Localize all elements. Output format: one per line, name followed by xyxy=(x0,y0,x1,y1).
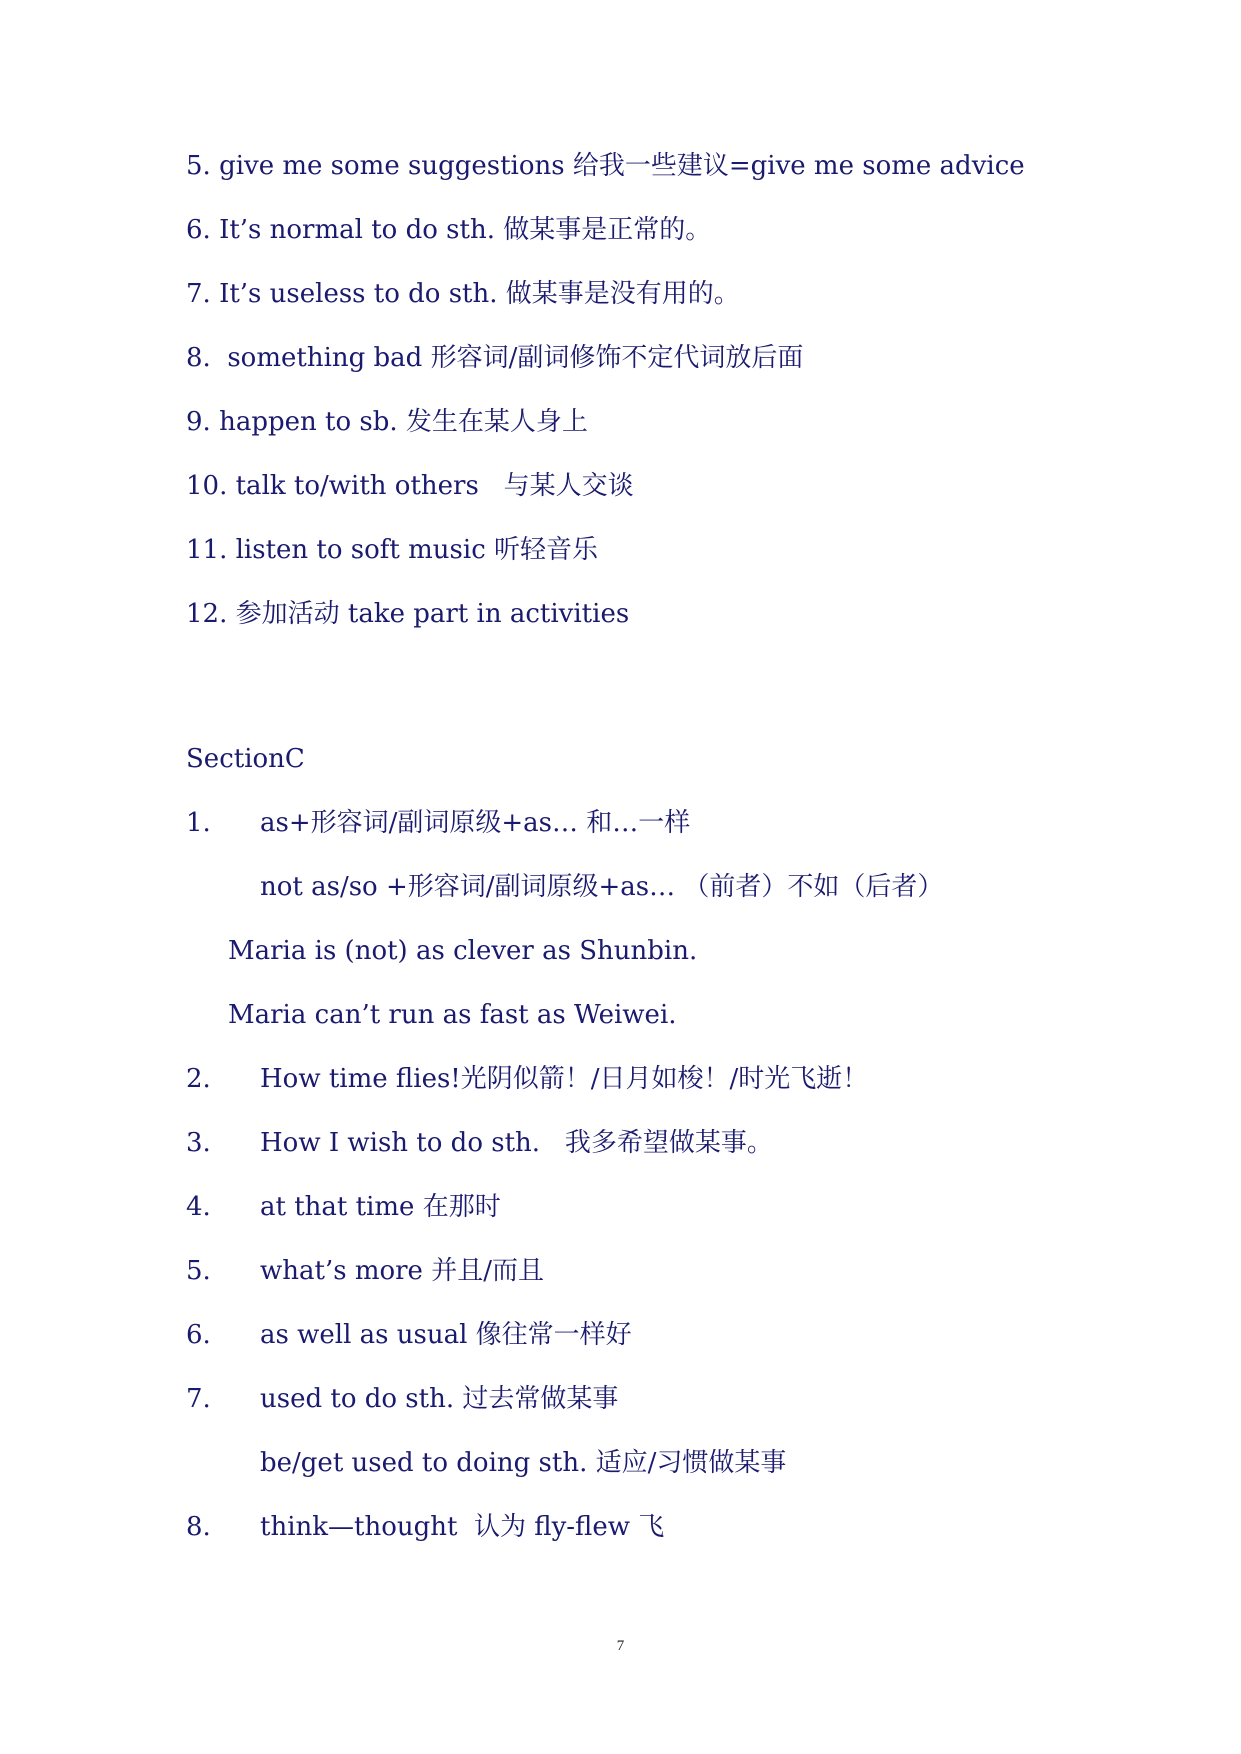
item-text: used to do sth. 过去常做某事 xyxy=(260,1384,619,1414)
example-sentence: Maria is (not) as clever as Shunbin. xyxy=(228,936,698,966)
item-text: How time flies!光阴似箭！/日月如梭！/时光飞逝！ xyxy=(260,1064,869,1094)
example-sentence: Maria can’t run as fast as Weiwei. xyxy=(228,1000,677,1030)
item-number: 6. xyxy=(186,1320,211,1350)
item-text: think—thought 认为 fly-flew 飞 xyxy=(260,1512,665,1542)
list-item: 10. talk to/with others 与某人交谈 xyxy=(186,471,634,501)
list-item: 11. listen to soft music 听轻音乐 xyxy=(186,535,599,565)
page-number: 7 xyxy=(616,1638,625,1654)
item-text: as+形容词/副词原级+as… 和…一样 xyxy=(260,808,691,838)
list-item: 5. give me some suggestions 给我一些建议=give me some advice xyxy=(186,151,1025,181)
item-text: not as/so +形容词/副词原级+as… （前者）不如（后者） xyxy=(260,872,944,902)
item-text: as well as usual 像往常一样好 xyxy=(260,1320,632,1350)
item-number: 8. xyxy=(186,1512,211,1542)
item-number: 1. xyxy=(186,808,211,838)
list-item: 12. 参加活动 take part in activities xyxy=(186,599,630,629)
list-item: 7. It’s useless to do sth. 做某事是没有用的。 xyxy=(186,279,740,309)
item-number: 2. xyxy=(186,1064,211,1094)
item-number: 4. xyxy=(186,1192,211,1222)
item-number: 3. xyxy=(186,1128,211,1158)
item-text: How I wish to do sth. 我多希望做某事。 xyxy=(260,1128,773,1158)
list-item: 6. It’s normal to do sth. 做某事是正常的。 xyxy=(186,215,712,245)
list-item: 9. happen to sb. 发生在某人身上 xyxy=(186,407,588,437)
list-item: 8. something bad 形容词/副词修饰不定代词放后面 xyxy=(186,343,804,373)
item-number: 7. xyxy=(186,1384,211,1414)
item-text: at that time 在那时 xyxy=(260,1192,501,1222)
item-number: 5. xyxy=(186,1256,211,1286)
item-text: be/get used to doing sth. 适应/习惯做某事 xyxy=(260,1448,787,1478)
section-heading: SectionC xyxy=(186,744,305,774)
item-text: what’s more 并且/而且 xyxy=(260,1256,544,1286)
